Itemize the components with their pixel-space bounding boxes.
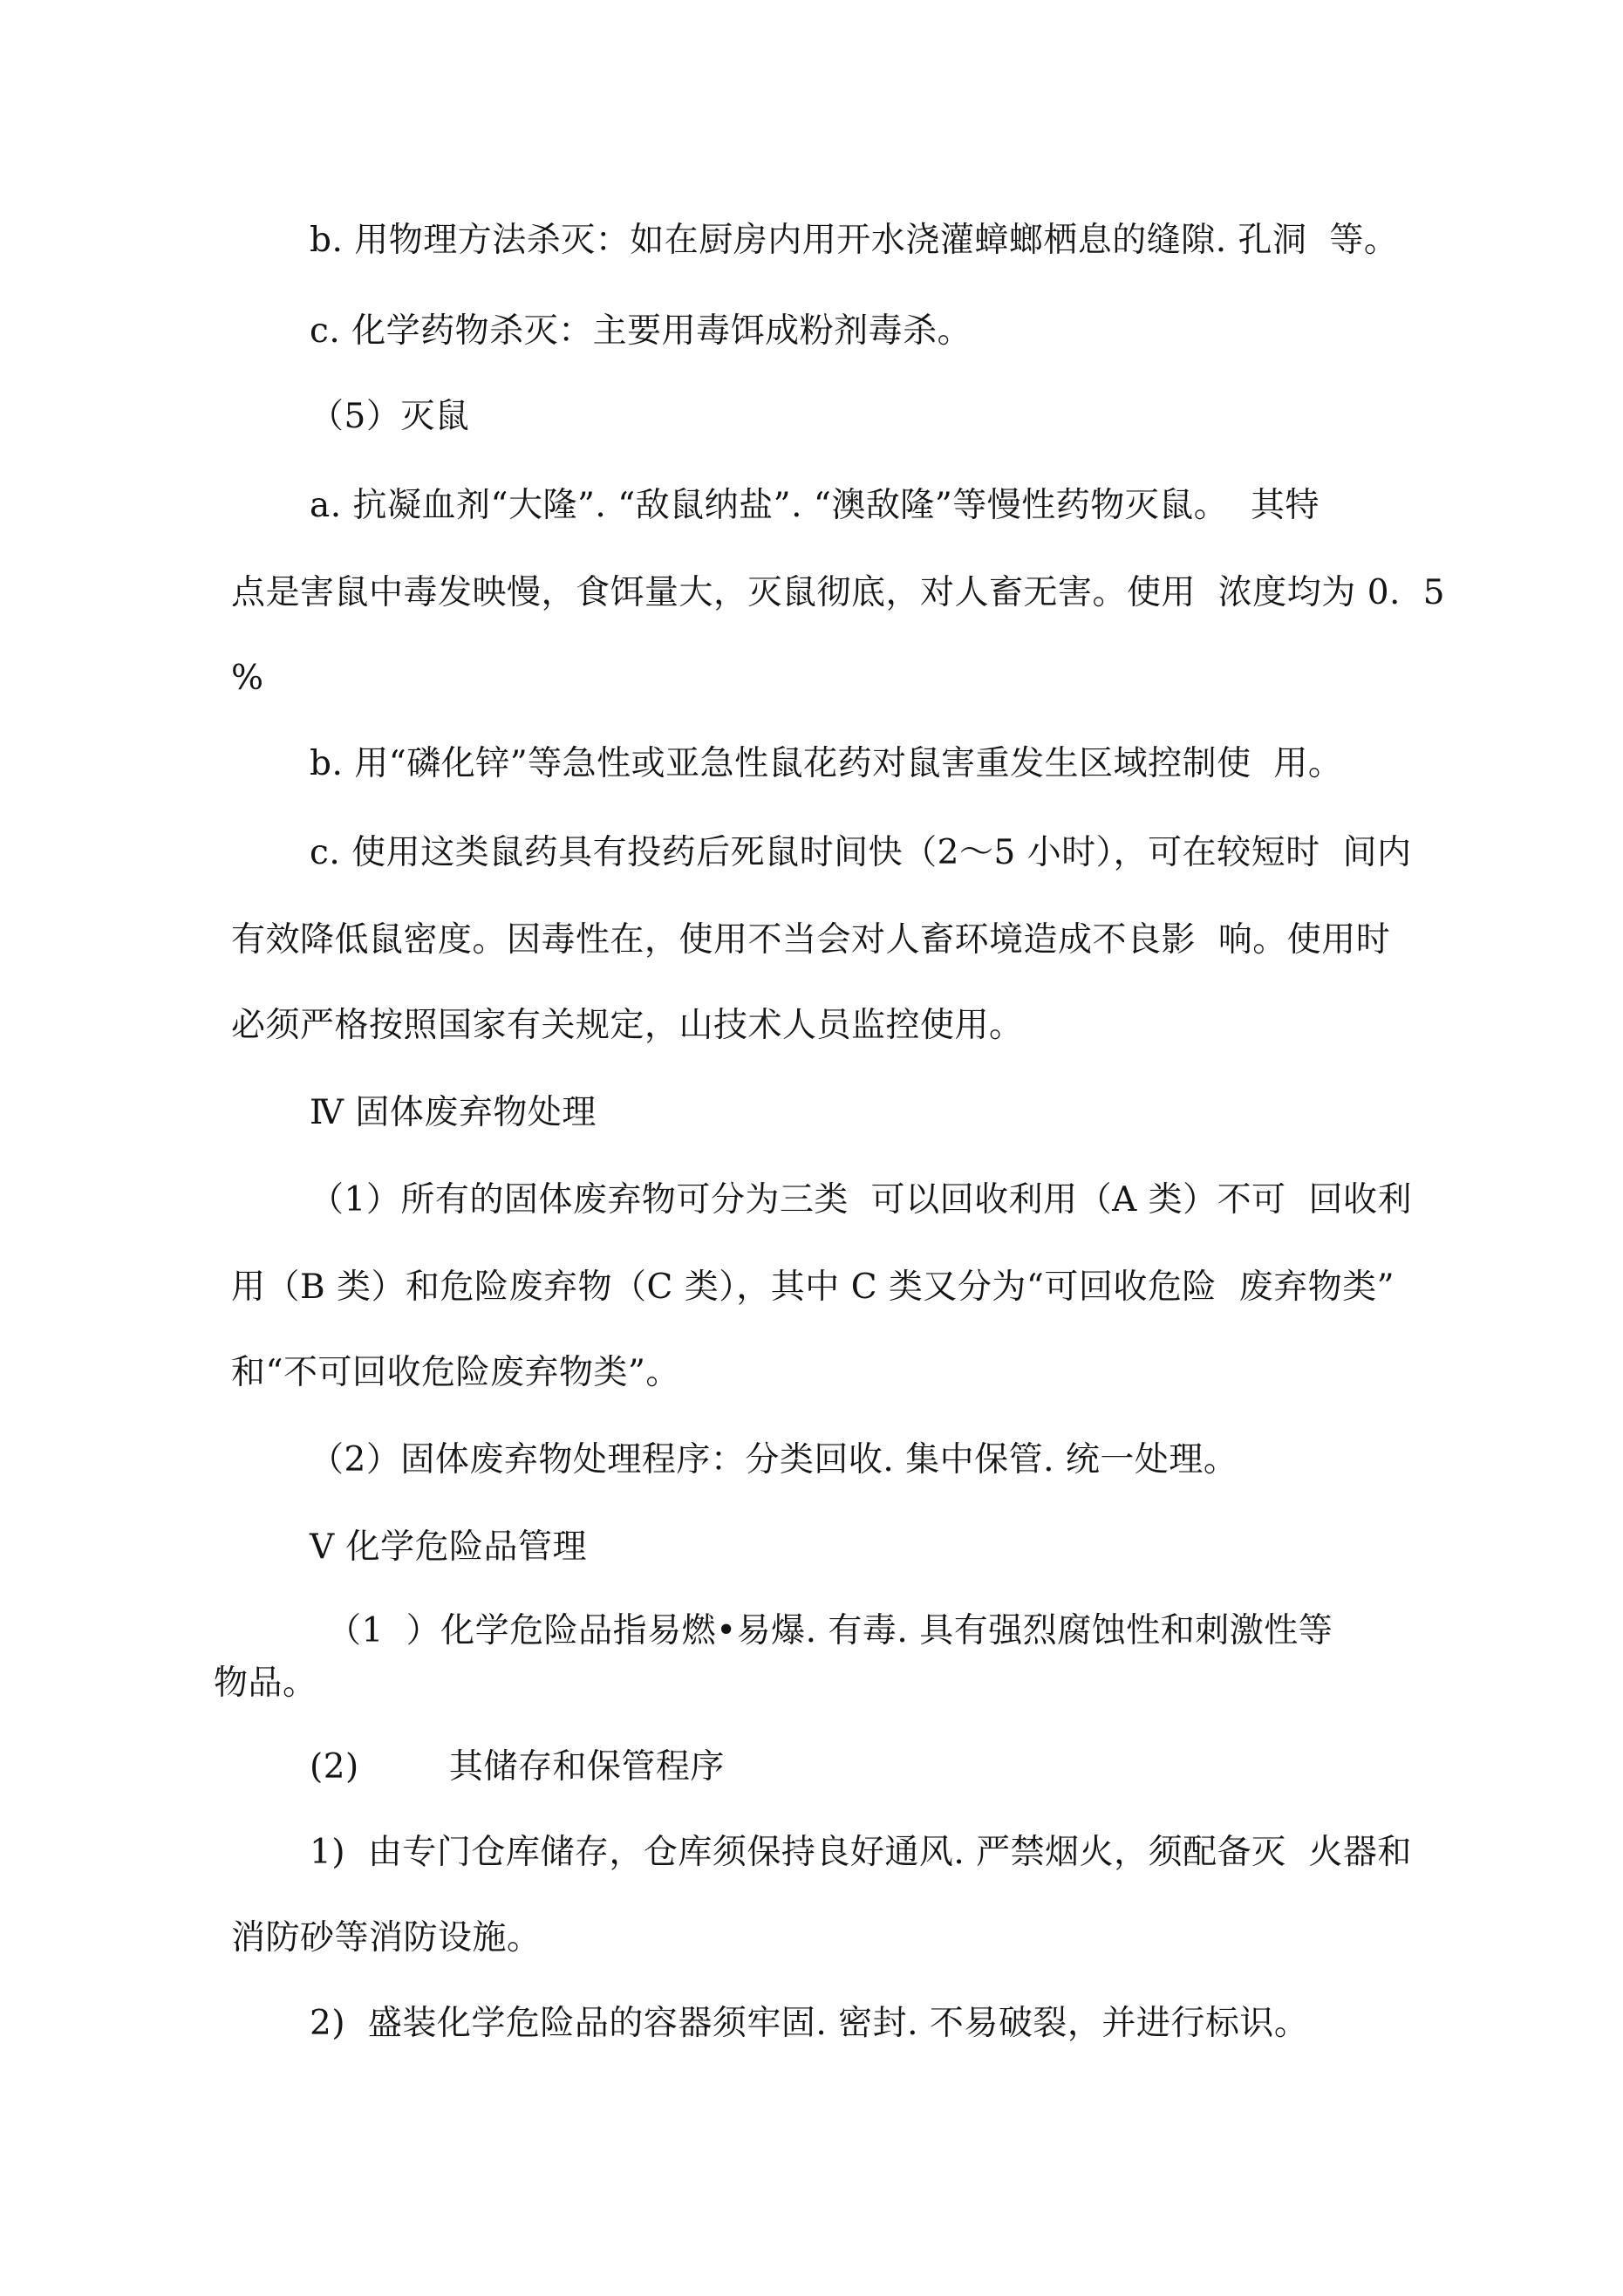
text-line: % bbox=[231, 659, 264, 698]
text-line: （1 ）化学危险品指易燃•易爆. 有毒. 具有强烈腐蚀性和刺激性等 bbox=[327, 1611, 1333, 1650]
section-heading: Ⅴ 化学危险品管理 bbox=[310, 1527, 588, 1567]
text-line: c. 使用这类鼠药具有投药后死鼠时间快（2〜5 小时），可在较短时 间内 bbox=[310, 833, 1412, 872]
text-line: 有效降低鼠密度。因毒性在，使用不当会对人畜环境造成不良影 响。使用时 bbox=[231, 920, 1391, 960]
text-line: （2）固体废弃物处理程序：分类回收. 集中保管. 统一处理。 bbox=[310, 1440, 1238, 1479]
text-line: 1) 由专门仓库储存，仓库须保持良好通风. 严禁烟火，须配备灭 火器和 bbox=[310, 1833, 1412, 1872]
text-line: 消防砂等消防设施。 bbox=[231, 1918, 542, 1958]
text-line: b. 用物理方法杀灭：如在厨房内用开水浇灌蟑螂栖息的缝隙. 孔洞 等。 bbox=[310, 221, 1399, 260]
text-line: a. 抗凝血剂“大隆”. “敌鼠纳盐”. “澳敌隆”等慢性药物灭鼠。 其特 bbox=[310, 486, 1320, 525]
text-line: 必须严格按照国家有关规定，山技术人员监控使用。 bbox=[231, 1006, 1024, 1045]
text-line: （1）所有的固体废弃物可分为三类 可以回收利用（A 类）不可 回收利 bbox=[310, 1180, 1412, 1220]
section-heading: （5）灭鼠 bbox=[310, 397, 470, 436]
text-line: 用（B 类）和危险废弃物（C 类），其中 C 类又分为“可回收危险 废弃物类” bbox=[231, 1268, 1395, 1307]
text-line: 2) 盛装化学危险品的容器须牢固. 密封. 不易破裂，并进行标识。 bbox=[310, 2004, 1309, 2043]
text-line: 物品。 bbox=[214, 1664, 317, 1703]
text-line: (2) 其储存和保管程序 bbox=[310, 1747, 725, 1787]
text-line: b. 用“磷化锌”等急性或亚急性鼠花药对鼠害重发生区域控制使 用。 bbox=[310, 744, 1343, 783]
text-line: c. 化学药物杀灭：主要用毒饵成粉剂毒杀。 bbox=[310, 311, 972, 351]
text-line: 点是害鼠中毒发映慢，食饵量大，灭鼠彻底，对人畜无害。使用 浓度均为 0. 5 bbox=[231, 573, 1446, 612]
section-heading: Ⅳ 固体废弃物处理 bbox=[310, 1093, 597, 1132]
text-line: 和“不可回收危险废弃物类”。 bbox=[231, 1353, 680, 1392]
